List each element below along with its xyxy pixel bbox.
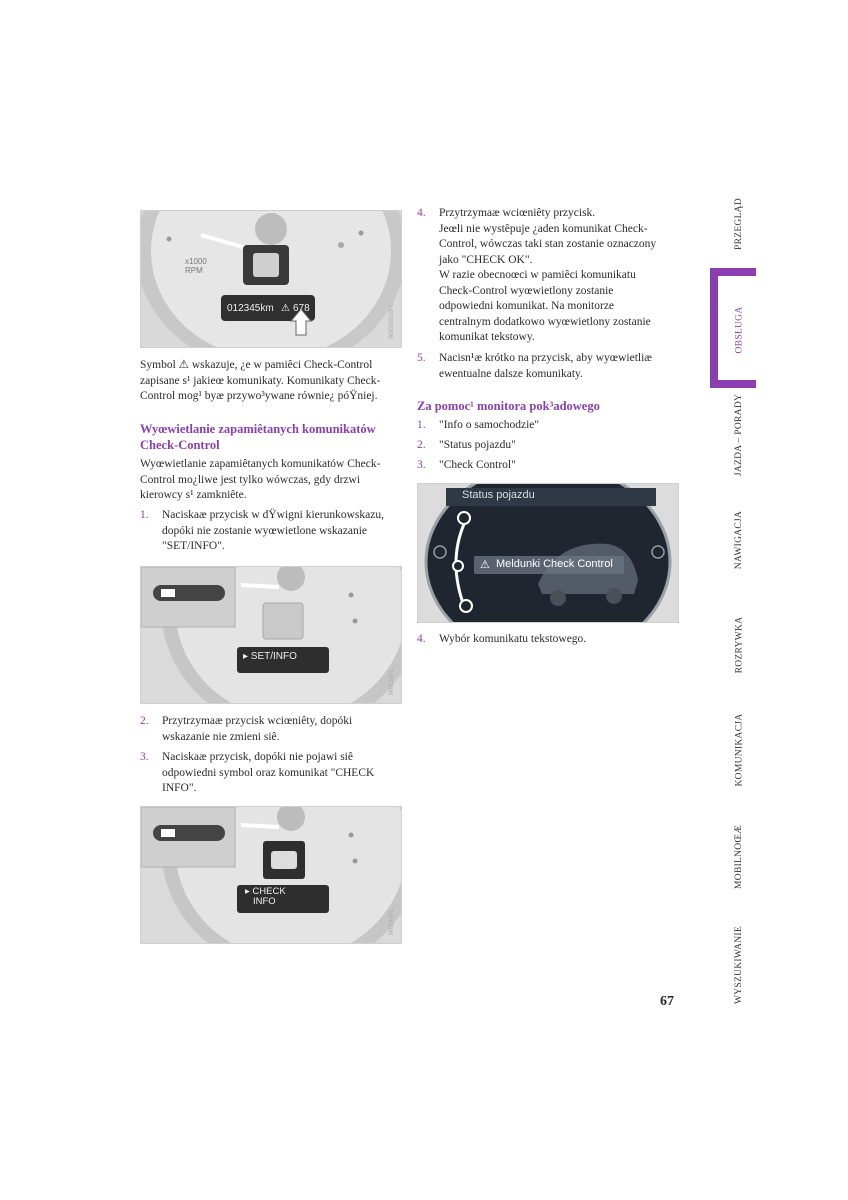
cluster-warning-illustration (141, 211, 401, 347)
monitor-illustration (418, 484, 678, 622)
check-info-illustration (141, 807, 401, 943)
sidebar-item-obsluga[interactable]: OBSŁUGA (734, 306, 744, 354)
trip-readout: 678 (293, 303, 310, 314)
warning-symbol-icon: ⚠ (281, 303, 290, 314)
list-item-step-3: 3. Naciskaæ przycisk, dopóki nie pojawi siê odpowiedni symbol oraz komunikat "CHECK INFO". (140, 751, 375, 794)
figure-cluster-warning (140, 210, 402, 348)
list-item-check-control: 3. "Check Control" (417, 459, 516, 471)
set-info-display-text: ▸ SET/INFO (243, 651, 297, 662)
sidebar-item-mobilnosc[interactable]: MOBILNOŒÆ (734, 825, 744, 889)
figure-check-info (140, 806, 402, 944)
list-item-step-2: 2. Przytrzymaæ przycisk wciœniêty, dopóki wskazanie nie zmieni siê. (140, 715, 353, 743)
figure-id: W8000018PL (389, 302, 395, 339)
section-heading-stored-messages: Wyœwietlanie zapamiêtanych komunikatów Check-Control (140, 422, 376, 452)
figure-set-info (140, 566, 402, 704)
sidebar-item-komunikacja[interactable]: KOMUNIKACJA (734, 713, 744, 787)
rpm-label: x1000 RPM (185, 257, 207, 275)
set-info-illustration (141, 567, 401, 703)
intro-paragraph: Wyœwietlanie zapamiêtanych komunikatów Check- Control mo¿liwe jest tylko wówczas, gdy drzwi kierowcy s¹ zamkniête. (140, 458, 381, 501)
sidebar-item-nawigacja[interactable]: NAWIGACJA (734, 510, 744, 570)
list-item-step-1: 1. Naciskaæ przycisk w dŸwigni kierunkowskazu, dopóki nie zostanie wyœwietlone wskazanie "SET/INFO". (140, 509, 384, 552)
odometer-readout: 012345km (227, 303, 274, 314)
figure-monitor (417, 483, 679, 623)
check-info-display: ▸ CHECK INFO (245, 886, 286, 907)
monitor-header: Status pojazdu (462, 489, 535, 501)
figure-id: W8130PL (389, 668, 395, 695)
warning-icon: ⚠ (480, 559, 490, 571)
sidebar-nav (724, 0, 754, 1200)
list-item-status: 2. "Status pojazdu" (417, 439, 516, 451)
list-item-step-4: 4. Przytrzymaæ wciœniêty przycisk. Jeœli nie wystêpuje ¿aden komunikat Check- Control, wówczas taki stan zostanie oznaczony jako "CHECK OK". W razie obecnoœci w pamiêci komunikatu Check-Control wyœwietlony zostanie odpowiedni komunikat. Na monitorze centralnym dodatkowo wyœwietlony zostanie komunikat tekstowy. (417, 207, 657, 343)
section-heading-monitor: Za pomoc¹ monitora pok³adowego (417, 399, 600, 413)
sidebar-item-jazda-porady[interactable]: JAZDA – PORADY (734, 393, 745, 477)
list-item-step-5: 5. Nacisn¹æ krótko na przycisk, aby wyœwietliæ ewentualne dalsze komunikaty. (417, 352, 652, 380)
monitor-highlighted-item: Meldunki Check Control (496, 558, 613, 570)
list-item-info: 1. "Info o samochodzie" (417, 419, 540, 431)
symbol-paragraph: Symbol ⚠ wskazuje, ¿e w pamiêci Check-Control zapisane s¹ jakieœ komunikaty. Komunikaty Check- Control mog¹ byæ przywo³ywane równie¿ póŸniej. (140, 359, 381, 402)
page-number: 67 (660, 994, 674, 1009)
sidebar-item-wyszukiwanie[interactable]: WYSZUKIWANIE (734, 926, 744, 1004)
sidebar-item-przeglad[interactable]: PRZEGLĄD (734, 197, 745, 251)
sidebar-item-rozrywka[interactable]: ROZRYWKA (734, 616, 745, 674)
list-item-select-text: 4. Wybór komunikatu tekstowego. (417, 633, 587, 645)
figure-id: W8140PL (389, 908, 395, 935)
